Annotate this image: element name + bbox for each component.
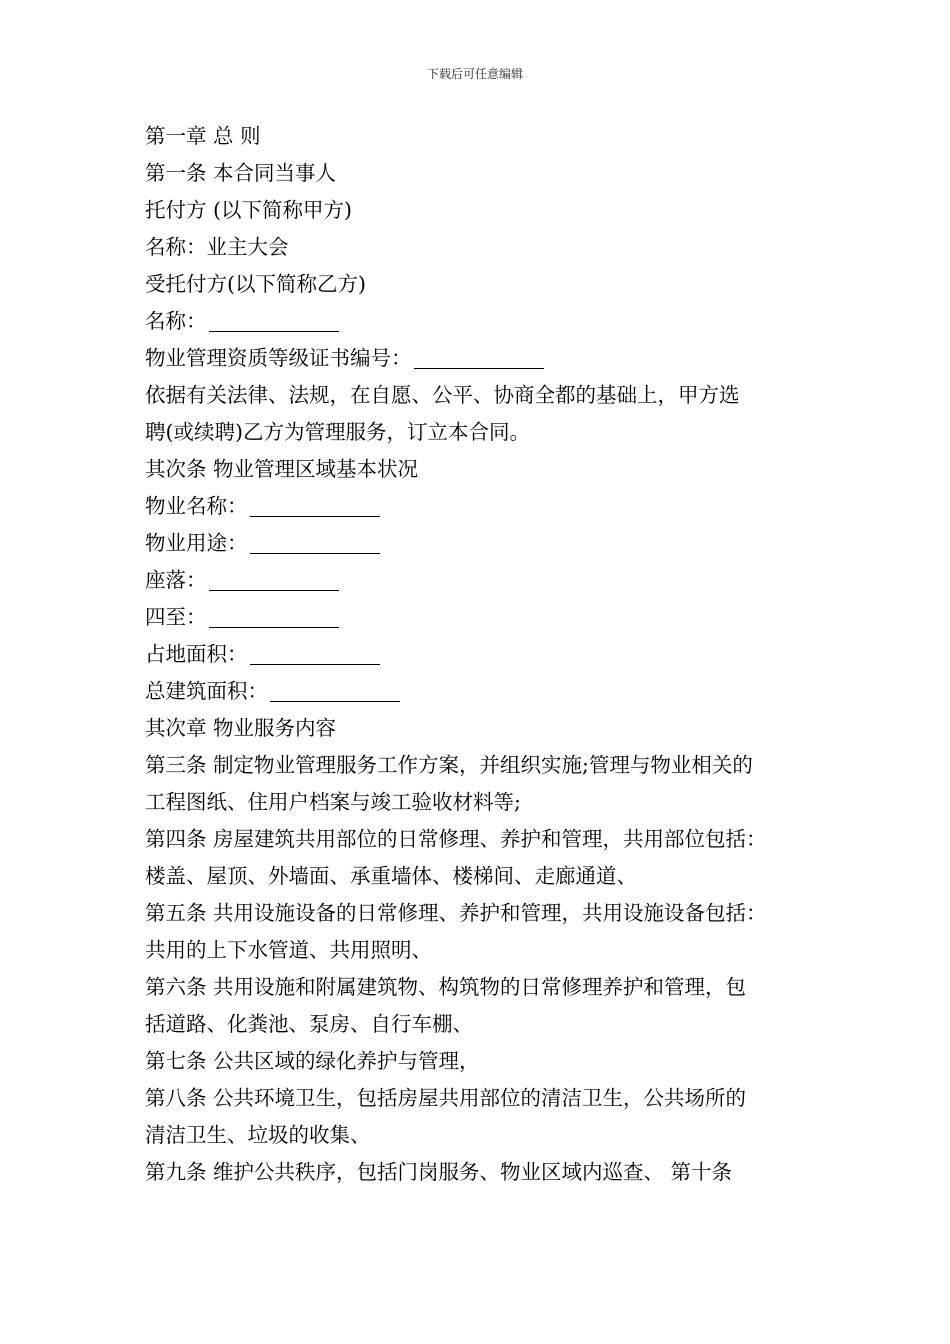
- location-blank[interactable]: [209, 566, 339, 591]
- chapter-1-heading: 第一章 总 则: [145, 124, 261, 148]
- article-3-line-2: 工程图纸、住用户档案与竣工验收材料等;: [145, 790, 521, 814]
- boundaries-line: 四至：: [145, 599, 825, 636]
- article-5-line-1: 第五条 共用设施设备的日常修理、养护和管理，共用设施设备包括：: [145, 901, 767, 925]
- header-note: 下载后可任意编辑: [426, 67, 523, 81]
- article-1-heading: 第一条 本合同当事人: [145, 161, 337, 185]
- property-use-blank[interactable]: [250, 529, 380, 554]
- article-6-line-2: 括道路、化粪池、泵房、自行车棚、: [145, 1012, 473, 1036]
- chapter-2-heading: 其次章 物业服务内容: [145, 716, 337, 740]
- location-line: 座落：: [145, 562, 825, 599]
- party-a-label: 托付方 (以下简称甲方): [145, 198, 353, 222]
- preamble-line-1: 依据有关法律、法规，在自愿、公平、协商全都的基础上，甲方选: [145, 383, 740, 407]
- certificate-number-line: 物业管理资质等级证书编号：: [145, 340, 825, 377]
- contract-body: [145, 118, 825, 1191]
- party-b-label: 受托付方(以下简称乙方): [145, 272, 366, 296]
- land-area-blank[interactable]: [250, 640, 380, 665]
- property-name-blank[interactable]: [250, 492, 380, 517]
- article-3-line-1: 第三条 制定物业管理服务工作方案，并组织实施;管理与物业相关的: [145, 753, 753, 777]
- party-b-name-blank[interactable]: [209, 307, 339, 332]
- property-name-line: 物业名称：: [145, 488, 825, 525]
- party-b-name-line: 名称：: [145, 303, 825, 340]
- article-4-line-1: 第四条 房屋建筑共用部位的日常修理、养护和管理，共用部位包括：: [145, 827, 767, 851]
- property-use-line: 物业用途：: [145, 525, 825, 562]
- preamble-line-2: 聘(或续聘)乙方为管理服务，订立本合同。: [145, 420, 530, 444]
- article-2-heading: 其次条 物业管理区域基本状况: [145, 457, 419, 481]
- article-7-line: 第七条 公共区域的绿化养护与管理，: [145, 1049, 480, 1073]
- article-4-line-2: 楼盖、屋顶、外墙面、承重墙体、楼梯间、走廊通道、: [145, 864, 637, 888]
- boundaries-blank[interactable]: [209, 603, 339, 628]
- article-8-line-1: 第八条 公共环境卫生，包括房屋共用部位的清洁卫生，公共场所的: [145, 1086, 747, 1110]
- article-5-line-2: 共用的上下水管道、共用照明、: [145, 938, 432, 962]
- article-6-line-1: 第六条 共用设施和附属建筑物、构筑物的日常修理养护和管理，包: [145, 975, 747, 999]
- article-8-line-2: 清洁卫生、垃圾的收集、: [145, 1123, 371, 1147]
- certificate-number-blank[interactable]: [414, 344, 544, 369]
- party-a-name: 名称：业主大会: [145, 235, 289, 259]
- article-9-line: 第九条 维护公共秩序，包括门岗服务、物业区域内巡查、 第十条: [145, 1160, 733, 1184]
- building-area-blank[interactable]: [270, 677, 400, 702]
- building-area-line: 总建筑面积：: [145, 673, 825, 710]
- land-area-line: 占地面积：: [145, 636, 825, 673]
